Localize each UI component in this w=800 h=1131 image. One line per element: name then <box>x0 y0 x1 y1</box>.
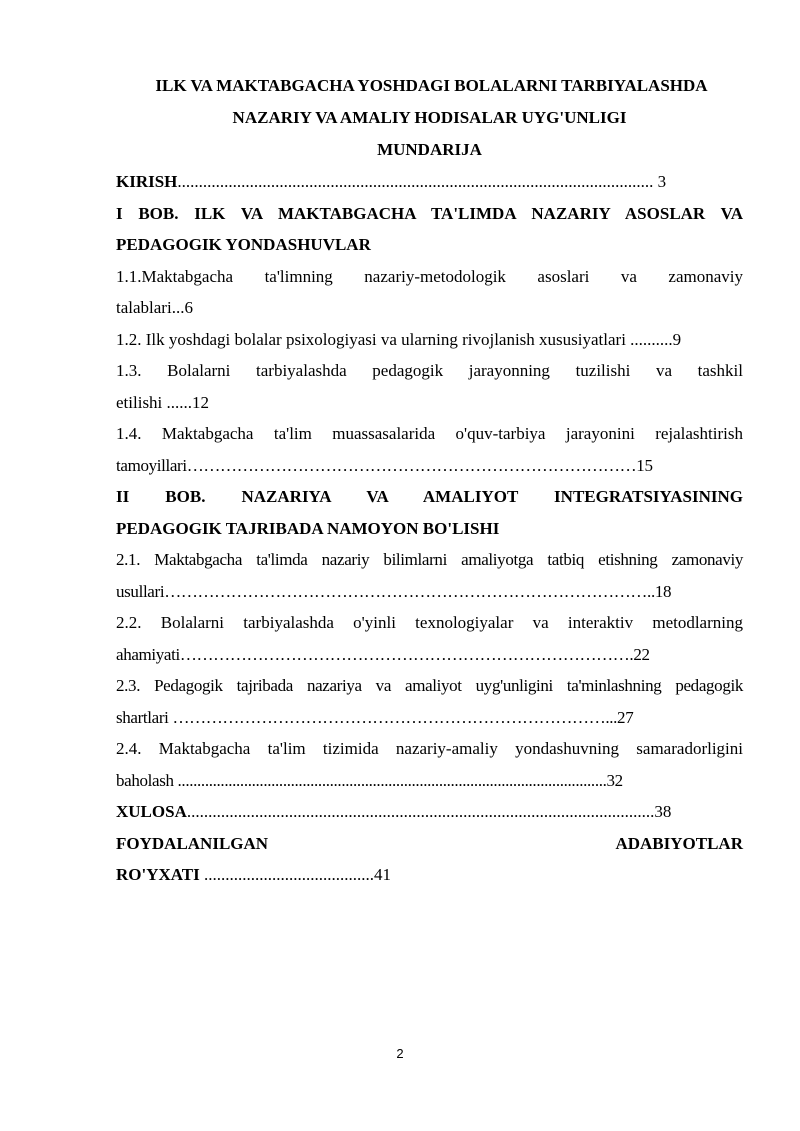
toc-entry-1-1 <box>116 261 743 324</box>
toc-entry-1-2-line-1: 1.2. Ilk yoshdagi bolalar psixologiyasi va ularning rivojlanish xususiyatlari ..........9 <box>116 329 682 349</box>
toc-entry-1-1-line-1: 1.1.Maktabgacha ta'limning nazariy-metodologik asoslari va zamonaviy <box>116 266 743 286</box>
toc-intro-page: 3 <box>653 172 667 191</box>
toc-references-word-2: ADABIYOTLAR <box>615 833 743 853</box>
toc-conclusion-label: XULOSA <box>116 802 187 821</box>
toc-chapter-2-line-2: PEDAGOGIK TAJRIBADA NAMOYON BO'LISHI <box>116 518 500 538</box>
toc-chapter-2-line-1: II BOB. NAZARIYA VA AMALIYOT INTEGRATSIYASINING <box>116 487 743 506</box>
toc-conclusion-leader: .............................................................................................................. <box>186 802 655 821</box>
toc-intro-label: KIRISH <box>116 172 178 191</box>
toc-entry-2-4 <box>116 733 743 796</box>
toc-entry-1-4-line-2: tamoyillari………………………………………………………………………15 <box>116 455 653 475</box>
toc-entry-intro <box>116 166 743 198</box>
toc-chapter-1-line-1: I BOB. ILK VA MAKTABGACHA TA'LIMDA NAZARIY ASOSLAR VA <box>116 203 743 223</box>
toc-entry-1-2 <box>116 324 743 356</box>
toc-references-label-2: RO'YXATI <box>116 865 200 884</box>
contents-heading: MUNDARIJA <box>377 140 482 159</box>
table-of-contents <box>116 70 743 891</box>
toc-entry-references <box>116 828 743 891</box>
toc-entry-1-4-line-1: 1.4. Maktabgacha ta'lim muassasalarida o'quv-tarbiya jarayonini rejalashtirish <box>116 424 743 443</box>
toc-references-line-1 <box>116 828 743 860</box>
toc-entry-2-1 <box>116 544 743 607</box>
toc-entry-1-4 <box>116 418 743 481</box>
toc-chapter-2 <box>116 481 743 544</box>
toc-entry-2-2-line-1: 2.2. Bolalarni tarbiyalashda o'yinli texnologiyalar va interaktiv metodlarning <box>116 613 743 632</box>
document-title-line-1: ILK VA MAKTABGACHA YOSHDAGI BOLALARNI TARBIYALASHDA <box>155 76 708 95</box>
toc-entry-2-1-line-2: usullari……………………………………………………………………………..18 <box>116 581 672 601</box>
toc-conclusion-page: 38 <box>654 802 672 821</box>
toc-chapter-1 <box>116 198 743 261</box>
toc-entry-2-3-line-2: shartlari ……………………………………………………………………...27 <box>116 707 634 727</box>
page-number: 2 <box>396 1046 404 1061</box>
toc-entry-1-3-line-1: 1.3. Bolalarni tarbiyalashda pedagogik jarayonning tuzilishi va tashkil <box>116 361 743 380</box>
toc-references-line-2 <box>116 859 743 891</box>
toc-entry-1-3-line-2: etilishi ......12 <box>116 392 210 412</box>
toc-chapter-1-line-2: PEDAGOGIK YONDASHUVLAR <box>116 235 371 254</box>
toc-references-leader: ........................................ <box>199 865 374 884</box>
toc-entry-1-3 <box>116 355 743 418</box>
toc-entry-2-1-line-1: 2.1. Maktabgacha ta'limda nazariy bilimlarni amaliyotga tatbiq etishning zamonaviy <box>116 550 743 569</box>
document-title-line-2: NAZARIY VA AMALIY HODISALAR UYG'UNLIGI <box>232 108 627 127</box>
toc-entry-2-4-line-1: 2.4. Maktabgacha ta'lim tizimida nazariy-amaliy yondashuvning samaradorligini <box>116 739 743 758</box>
toc-entry-2-4-line-2: baholash ..............................................................................................................32 <box>116 770 623 790</box>
toc-intro-leader: ................................................................................................................ <box>177 172 654 191</box>
toc-entry-2-2-line-2: ahamiyati……………………………………………………………………….22 <box>116 644 650 664</box>
toc-entry-1-1-line-2: talablari...6 <box>116 298 193 317</box>
toc-references-word-1: FOYDALANILGAN <box>116 833 269 853</box>
toc-entry-conclusion <box>116 796 743 828</box>
toc-entry-2-3 <box>116 670 743 733</box>
toc-entry-2-3-line-1: 2.3. Pedagogik tajribada nazariya va amaliyot uyg'unligini ta'minlashning pedagogik <box>116 676 743 695</box>
toc-references-page: 41 <box>374 865 391 884</box>
toc-entry-2-2 <box>116 607 743 670</box>
